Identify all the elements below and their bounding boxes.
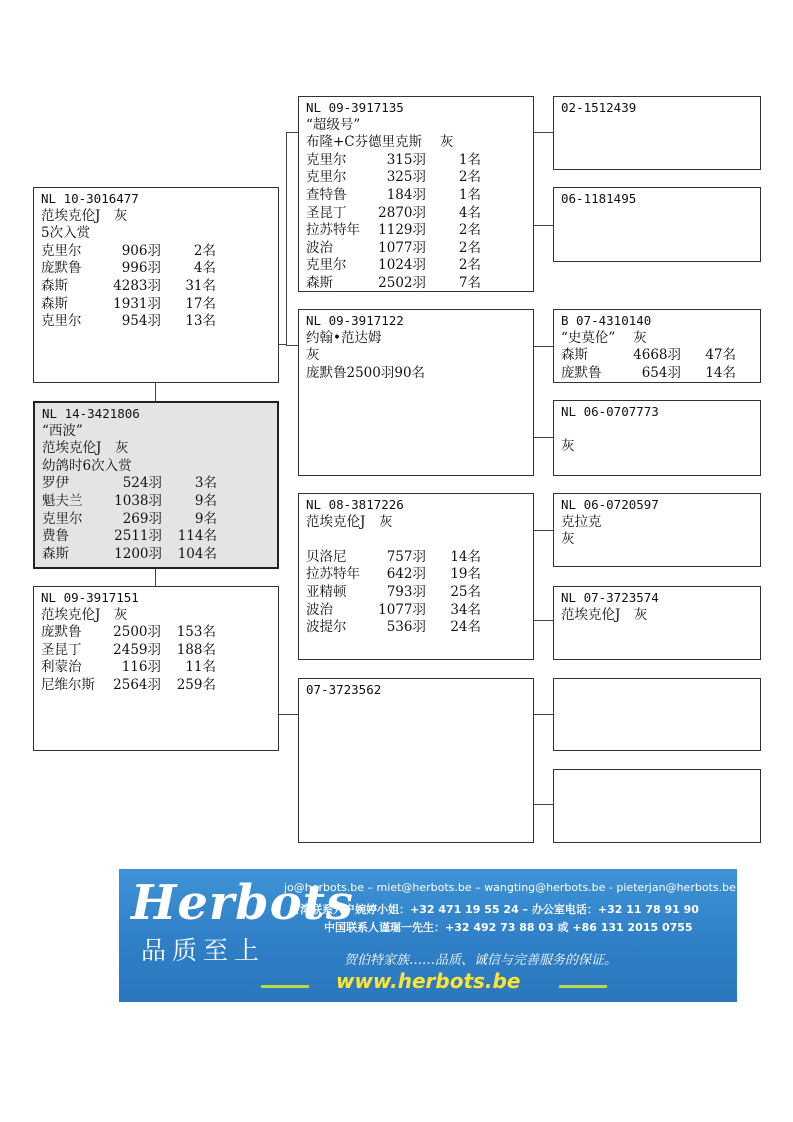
color: 灰: [561, 438, 575, 455]
contact-taiwan: 台湾联系人户婉婷小姐：+32 471 19 55 24 – 办公室电话：+32 11 78 91 90: [289, 903, 699, 916]
sire-dam-card[interactable]: [298, 309, 534, 476]
breeder-name: 约翰•范达姆: [306, 329, 382, 346]
ring-number: NL 08-3817226: [306, 497, 404, 512]
breeder-color: 布隆+C芬德里克斯 灰: [306, 134, 454, 151]
ring-number: NL 09-3917151: [41, 590, 139, 605]
breeder-color: 范埃克伦J 灰: [41, 207, 128, 224]
connector: [278, 344, 286, 345]
result-row: 森斯 2502羽 7名: [306, 274, 481, 291]
result-row: 尼维尔斯 2564羽 259名: [41, 676, 216, 693]
prize-summary: 5次入赏: [41, 225, 91, 242]
connector: [533, 437, 553, 438]
connector: [278, 714, 298, 715]
ring-number: NL 06-0707773: [561, 404, 659, 419]
ring-number: NL 09-3917135: [306, 100, 404, 115]
connector: [533, 346, 553, 347]
result-row: 克里尔 269羽 9名: [42, 510, 217, 527]
sire-card[interactable]: [33, 187, 279, 383]
result-row: 克里尔 906羽 2名: [41, 242, 216, 259]
decorative-bar: [559, 985, 607, 988]
breeder-color: 范埃克伦J 灰: [41, 606, 128, 623]
pigeon-name: “西波”: [42, 422, 83, 439]
breeder-color: 范埃克伦J 灰: [306, 513, 393, 530]
result-row: 查特鲁 184羽 1名: [306, 186, 481, 203]
result-row: 森斯 1931羽 17名: [41, 295, 216, 312]
pigeon-name: “史莫伦” 灰: [561, 329, 647, 346]
result-row: 波治 1077羽 34名: [306, 601, 481, 618]
blank-line: [561, 421, 753, 439]
connector: [286, 132, 287, 345]
result-row: 利蒙治 116羽 11名: [41, 659, 216, 676]
great-grandparent-card-4[interactable]: [553, 400, 761, 476]
great-grandparent-card-7[interactable]: [553, 678, 761, 751]
herbots-banner: [119, 869, 737, 1002]
ring-number: B 07-4310140: [561, 313, 652, 328]
connector: [533, 714, 553, 715]
herbots-logo: Herbots: [131, 875, 354, 931]
subject-pigeon-card[interactable]: [33, 401, 279, 569]
result-row: 森斯 4668羽 47名: [561, 347, 736, 364]
sire-sire-card[interactable]: [298, 96, 534, 292]
result-row: 圣昆丁 2459羽 188名: [41, 641, 216, 658]
great-grandparent-card-3[interactable]: [553, 309, 761, 383]
connector: [533, 225, 553, 226]
great-grandparent-card-8[interactable]: [553, 769, 761, 843]
ring-number: 02-1512439: [561, 100, 637, 115]
pigeon-name: “超级号”: [306, 116, 361, 133]
result-row: 克里尔 325羽 2名: [306, 169, 481, 186]
ring-number: NL 06-0720597: [561, 497, 659, 512]
dam-card[interactable]: [33, 586, 279, 751]
dam-dam-card[interactable]: [298, 678, 534, 843]
connector: [286, 132, 298, 133]
result-row: 庞默鲁 654羽 14名: [561, 364, 736, 381]
connector: [533, 530, 553, 531]
breeder-name: 克拉克: [561, 513, 602, 530]
ring-number: NL 14-3421806: [42, 406, 140, 421]
great-grandparent-card-2[interactable]: [553, 187, 761, 262]
ring-number: 06-1181495: [561, 191, 637, 206]
ring-number: NL 10-3016477: [41, 191, 139, 206]
result-row: 拉苏特年 642羽 19名: [306, 566, 481, 583]
blank-line: [306, 531, 526, 549]
website-link[interactable]: www.herbots.be: [336, 969, 521, 993]
result-row: 费鲁 2511羽 114名: [42, 528, 217, 545]
ring-number: NL 07-3723574: [561, 590, 659, 605]
result-text: 庞默鲁2500羽90名: [306, 364, 426, 381]
result-row: 克里尔 954羽 13名: [41, 313, 216, 330]
result-row: 庞默鲁 2500羽 153名: [41, 624, 216, 641]
prize-summary: 幼鸽时6次入赏: [42, 457, 132, 474]
connector: [155, 383, 156, 401]
result-row: 波治 1077羽 2名: [306, 239, 481, 256]
ring-number: NL 09-3917122: [306, 313, 404, 328]
great-grandparent-card-1[interactable]: [553, 96, 761, 170]
result-row: 克里尔 315羽 1名: [306, 151, 481, 168]
result-row: 波提尔 536羽 24名: [306, 619, 481, 636]
breeder-color: 范埃克伦J 灰: [561, 606, 648, 623]
result-row: 圣昆丁 2870羽 4名: [306, 204, 481, 221]
connector: [155, 568, 156, 586]
connector: [533, 804, 553, 805]
connector: [286, 345, 298, 346]
connector: [533, 132, 553, 133]
great-grandparent-card-5[interactable]: [553, 493, 761, 567]
result-row: 魁夫兰 1038羽 9名: [42, 492, 217, 509]
color: 灰: [561, 531, 575, 548]
result-row: 森斯 4283羽 31名: [41, 277, 216, 294]
contact-china: 中国联系人谨㻕一先生：+32 492 73 88 03 或 +86 131 2015 0755: [324, 921, 693, 934]
breeder-color: 范埃克伦J 灰: [42, 440, 129, 457]
result-row: 森斯 1200羽 104名: [42, 545, 217, 562]
result-row: 拉苏特年 1129羽 2名: [306, 222, 481, 239]
banner-slogan: 贺伯特家族……品质、诚信与完善服务的保证。: [344, 953, 618, 968]
decorative-bar: [261, 985, 309, 988]
result-row: 克里尔 1024羽 2名: [306, 257, 481, 274]
ring-number: 07-3723562: [306, 682, 382, 697]
great-grandparent-card-6[interactable]: [553, 586, 761, 660]
dam-sire-card[interactable]: [298, 493, 534, 660]
color: 灰: [306, 347, 320, 364]
result-row: 贝洛尼 757羽 14名: [306, 548, 481, 565]
logo-tagline: 品质至上: [141, 936, 266, 965]
result-row: 罗伊 524羽 3名: [42, 475, 217, 492]
contact-emails: jo@herbots.be – miet@herbots.be – wangting@herbots.be - pieterjan@herbots.be: [284, 881, 736, 894]
connector: [533, 620, 553, 621]
result-row: 庞默鲁 996羽 4名: [41, 260, 216, 277]
result-row: 亚精顿 793羽 25名: [306, 583, 481, 600]
